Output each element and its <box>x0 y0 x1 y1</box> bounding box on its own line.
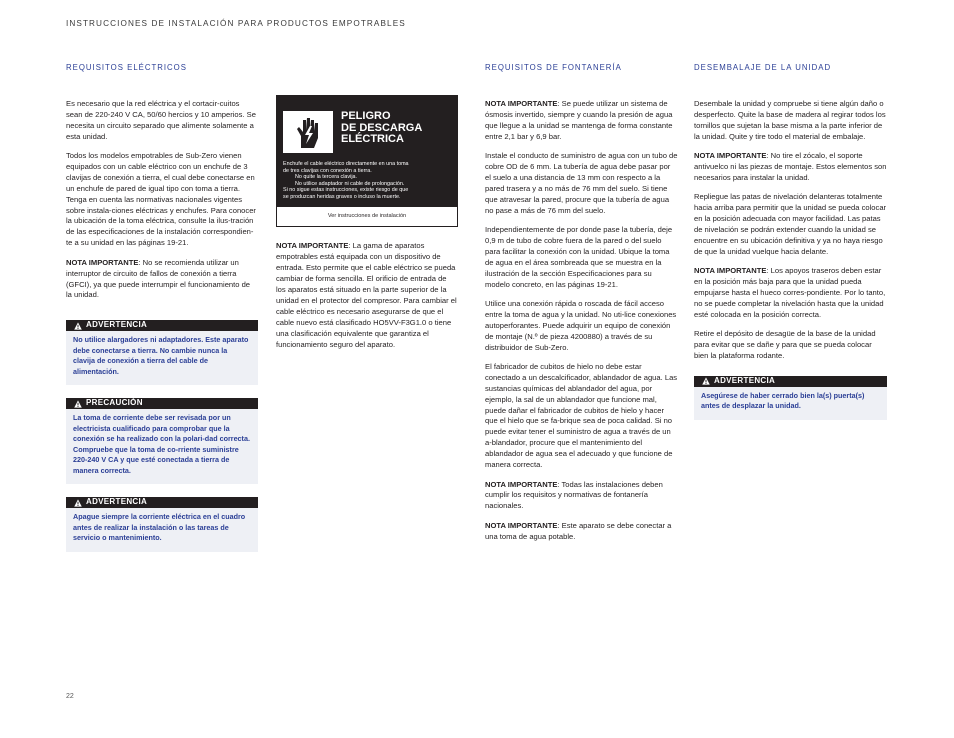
caution-header <box>66 398 258 409</box>
warning-triangle-icon <box>74 400 82 408</box>
warning-triangle-icon <box>74 499 82 507</box>
column-electrical <box>66 63 258 552</box>
danger-title: PELIGRO DE DESCARGA ELÉCTRICA <box>341 110 423 145</box>
warning-header <box>66 320 258 331</box>
paragraph: Utilice una conexión rápida o roscada de fácil acceso entre la toma de agua y la unidad. No uti-lice conexiones autoperforantes. Puede adquirir un equipo de conexión de montaje (N.º de pieza 4200880) a través de su distribuidor de Sub-Zero. <box>485 298 677 352</box>
paragraph: Es necesario que la red eléctrica y el cortacir-cuitos sean de 220-240 V CA, 50/60 hercios y 10 amperios. Se necesita un circuito separado que alimente solamente a esta unidad. <box>66 98 256 141</box>
paragraph: Desembale la unidad y compruebe si tiene algún daño o desperfecto. Quite la base de madera al regirar todos los tornillos que sujetan la base misma a la parte inferior de la unidad. Quite y tire todo el material de embalaje. <box>694 98 886 141</box>
note-text: : No tire el zócalo, el soporte antivuelco ni las piezas de montaje. Estos elementos son necesarios para instalar la unidad. <box>694 151 887 182</box>
warning-triangle-icon <box>74 322 82 330</box>
warning-box <box>66 497 258 552</box>
paragraph <box>485 521 678 543</box>
danger-label <box>276 95 458 227</box>
note-text: : Los apoyos traseros deben estar en la posición más baja para que la unidad pueda empujarse hasta el hueco corres-pondiente. Por lo tanto, no se puede completar la nivelación hasta que la unidad esté colocada en la posición correcta. <box>694 266 886 319</box>
caution-box <box>66 398 258 484</box>
paragraph: Independientemente de por donde pase la tubería, deje 0,9 m de tubo de cobre fuera de la pared o del suelo para facilitar la conexión con la unidad. Ubique la toma de agua en el área sombreada que se muestra en la ilustración de la sección Especificaciones para su modelo concreto, en las páginas 19-21. <box>485 224 673 289</box>
note-text: : Todas las instalaciones deben cumplir los requisitos y normativas de fontanería nacionales. <box>485 479 663 511</box>
warning-text: No utilice alargadores ni adaptadores. Este aparato debe conectarse a tierra. No cambie nunca la clavija de conexión a tierra del cable de alimentación. <box>73 335 249 376</box>
page-number: 22 <box>66 693 74 700</box>
note-label: NOTA IMPORTANTE <box>485 520 558 530</box>
caution-title: PRECAUCIÓN <box>86 398 143 408</box>
warning-title: ADVERTENCIA <box>714 375 776 385</box>
note-text: : Se puede utilizar un sistema de ósmosis invertido, siempre y cuando la presión de agua que llegue a la unidad se mantenga de forma constante entre 2,1 bar y 6,9 bar. <box>485 98 673 141</box>
paragraph <box>694 266 887 321</box>
paragraph: Retire el depósito de desagüe de la base de la unidad para evitar que se dañe y para que se pueda colocar bien la plataforma rodante. <box>694 329 876 361</box>
paragraph: Todos los modelos empotrables de Sub-Zero vienen equipados con un cable eléctrico con un enchufe de 3 clavijas de conexión a tierra, el cual debe conectarse en un enchufe de pared de igual tipo con toma a tierra. Tenga en cuenta las normativas nacionales vigentes sobre instala-ciones eléctricas y enchufes. Para conocer la ubicación de la toma eléctrica, consulte la ilus-tración de las especificaciones de la instalación correspondien-te a su unidad en las páginas 19-21. <box>66 151 256 248</box>
danger-label-header <box>277 96 457 207</box>
paragraph <box>485 480 678 513</box>
section-title-unpacking: DESEMBALAJE DE LA UNIDAD <box>694 63 832 72</box>
warning-title: ADVERTENCIA <box>86 320 148 330</box>
danger-footer: Ver instrucciones de instalación <box>327 212 407 219</box>
warning-text: Asegúrese de haber cerrado bien la(s) puerta(s) antes de desplazar la unidad. <box>701 390 865 411</box>
note-label: NOTA IMPORTANTE <box>66 257 139 267</box>
warning-title: ADVERTENCIA <box>86 497 148 507</box>
paragraph: Instale el conducto de suministro de agua con un tubo de cobre OD de 6 mm. La tubería de agua debe pasar por el suelo a una distancia de 13 mm con respecto a la pared trasera y a no más de 76 mm del suelo. Si tiene que atravesar la pared, procure que la tubería de agua no pase a más de 76 mm del suelo. <box>485 151 678 215</box>
paragraph <box>276 241 457 350</box>
warning-box <box>66 320 258 385</box>
electric-shock-icon <box>283 111 333 153</box>
note-label: NOTA IMPORTANTE <box>485 479 558 489</box>
section-title-plumbing: REQUISITOS DE FONTANERÍA <box>485 63 622 72</box>
hand-lightning-icon <box>293 114 323 150</box>
paragraph: Repliegue las patas de nivelación delanteras totalmente hacia arriba para permitir que la unidad se pueda colocar en la posición adecuada con mayor facilidad. Las patas de nivelación se podrán extender cuando la unidad se encuentre en su ubicación definitiva y ya no haya riesgo de que la unidad vuelque hacia delante. <box>694 192 887 256</box>
paragraph <box>694 151 887 184</box>
warning-triangle-icon <box>702 377 710 385</box>
column-plumbing <box>485 63 678 551</box>
note-text: : Este aparato se debe conectar a una toma de agua potable. <box>485 520 672 541</box>
paragraph: El fabricador de cubitos de hielo no debe estar conectado a un descalcificador, ablandador de agua. Las sustancias químicas del ablandador del agua, por ejemplo, la sal de un ablandador que funcione mal, puede dañar el fabricador de cubitos de hielo y hacer que el hielo que se fa-brique sea de poca calidad. Si no puede evitar tener el suministro de agua a través de un a-blandador, procure que el mantenimiento del ablandador de agua sea el adecuado y que funcione de manera correcta. <box>485 361 678 470</box>
warning-header <box>694 376 887 387</box>
note-label: NOTA IMPORTANTE <box>485 98 558 108</box>
note-text: : La gama de aparatos empotrables está equipada con un dispositivo de entrada. Esto permite que el cable eléctrico se pueda cambiar de forma sencilla. El orificio de entrada de los aparatos está situado en la parte superior de la unidad en el protector del compresor. Para cambiar el cable eléctrico es necesario asegurarse de que el cable nuevo está clasificado HO5VV-F3G1.0 o tiene una clasificación equivalente que garantiza el funcionamiento seguro del aparato. <box>276 241 457 349</box>
column-danger <box>276 95 457 359</box>
warning-text: Apague siempre la corriente eléctrica en el cuadro antes de realizar la instalación o las tareas de servicio o mantenimiento. <box>73 512 246 543</box>
danger-text: Enchufe el cable eléctrico directamente en una toma de tres clavijas con conexión a tierra. No quite la tercera clavija. No utilice adaptador ni cable de prolongación. Si no sigue estas instrucciones, existe riesgo de que se produzcan heridas graves o incluso la muerte. <box>283 161 409 200</box>
page-header: INSTRUCCIONES DE INSTALACIÓN PARA PRODUCTOS EMPOTRABLES <box>66 19 406 28</box>
column-unpacking <box>694 63 887 420</box>
caution-text: La toma de corriente debe ser revisada por un electricista cualificado para comprobar que la conexión se ha realizado con la polari-dad correcta. Compruebe que la toma de co-rriente suministre 220-240 V CA y que esté conectada a tierra de manera correcta. <box>73 413 250 475</box>
warning-box <box>694 376 887 420</box>
paragraph <box>66 258 258 302</box>
note-label: NOTA IMPORTANTE <box>276 241 349 251</box>
warning-header <box>66 497 258 508</box>
note-label: NOTA IMPORTANTE <box>694 151 767 161</box>
paragraph <box>485 99 678 143</box>
note-text: : No se recomienda utilizar un interruptor de circuito de fallos de conexión a tierra (GFCI), ya que puede interrumpir el funcionamiento de la unidad. <box>66 257 251 300</box>
note-label: NOTA IMPORTANTE <box>694 266 767 276</box>
section-title-electrical: REQUISITOS ELÉCTRICOS <box>66 63 187 72</box>
